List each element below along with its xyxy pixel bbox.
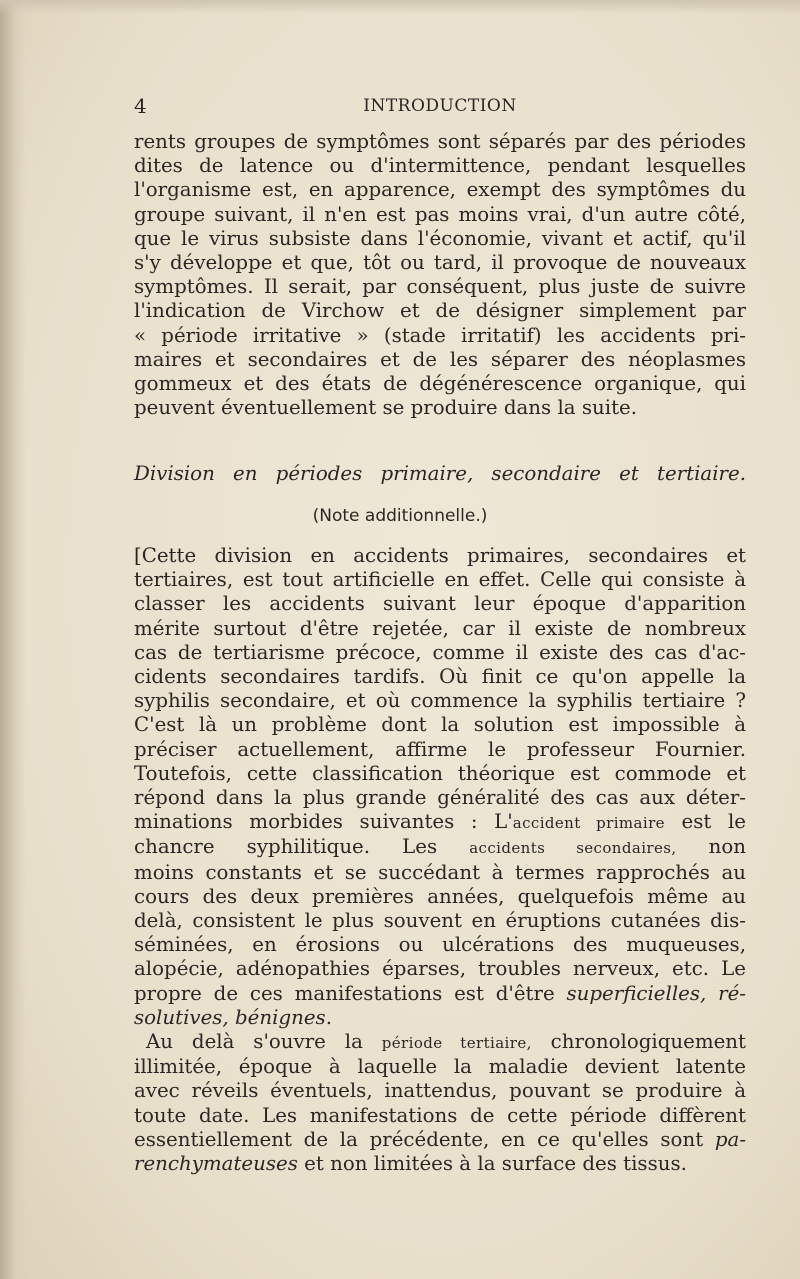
text-line: « période irritative » (stade irritatif) les accidents pri- [134, 323, 746, 347]
text-line: avec réveils éventuels, inattendus, pouvant se produire à [134, 1079, 746, 1103]
section-note: (Note additionnelle.) [312, 506, 488, 526]
text-line: moins constants et se succédant à termes rapprochés au [134, 860, 746, 884]
text-line: gommeux et des états de dégénérescence organique, qui [134, 372, 746, 396]
text-fragment: chancre syphilitique. Les [134, 835, 470, 859]
text-line: delà, consistent le plus souvent en éruptions cutanées dis- [134, 909, 746, 933]
text-line: tertiaires, est tout artificielle en effet. Celle qui consiste à [134, 568, 746, 592]
page-top-shadow [0, 0, 800, 14]
text-fragment: est le [664, 810, 746, 834]
italic-term: pa- [714, 1127, 746, 1151]
running-title: INTRODUCTION [363, 96, 517, 116]
text-line: groupe suivant, il n'en est pas moins vrai, d'un autre côté, [134, 202, 746, 226]
text-line: s'y développe et que, tôt ou tard, il provoque de nouveaux [134, 251, 746, 275]
text-line: classer les accidents suivant leur époque d'apparition [134, 592, 746, 616]
text-line: cours des deux premières années, quelquefois même au [134, 884, 746, 908]
italic-term: solutives, bénignes [134, 1005, 326, 1029]
page-number: 4 [134, 94, 147, 118]
text-line [134, 835, 746, 860]
text-fragment: minations morbides suivantes : L' [134, 810, 513, 834]
text-line: cidents secondaires tardifs. Où finit ce qu'on appelle la [134, 665, 746, 689]
text-fragment: non [676, 835, 746, 859]
text-line: répond dans la plus grande généralité des cas aux déter- [134, 786, 746, 810]
text-line: C'est là un problème dont la solution est impossible à [134, 713, 746, 737]
text-line: rents groupes de symptômes sont séparés par des périodes [134, 130, 746, 153]
text-line: syphilis secondaire, et où commence la syphilis tertiaire ? [134, 689, 746, 713]
text-line [134, 1030, 746, 1055]
text-line: dites de latence ou d'intermittence, pendant lesquelles [134, 154, 746, 178]
small-caps-term: période tertiaire, [381, 1034, 532, 1053]
text-line [134, 810, 746, 835]
text-line: maires et secondaires et de les séparer des néoplasmes [134, 347, 746, 371]
text-line: mérite surtout d'être rejetée, car il existe de nombreux [134, 616, 746, 640]
section-heading: Division en périodes primaire, secondaire et tertiaire. [134, 462, 746, 485]
text-line: symptômes. Il serait, par conséquent, plus juste de suivre [134, 275, 746, 299]
text-line: Toutefois, cette classification théorique est commode et [134, 761, 746, 785]
text-line [134, 1152, 746, 1176]
text-line: cas de tertiarisme précoce, comme il existe des cas d'ac- [134, 640, 746, 664]
small-caps-term: accidents secondaires, [469, 839, 677, 858]
text-fragment: chronologiquement [531, 1030, 746, 1054]
text-fragment: . [325, 1005, 333, 1029]
paragraph-continued [134, 130, 746, 420]
text-line [134, 1128, 746, 1152]
text-fragment: essentiellement de la précédente, en ce qu'elles sont [134, 1127, 715, 1151]
text-line: que le virus subsiste dans l'économie, vivant et actif, qu'il [134, 226, 746, 250]
page-edge-shadow [0, 0, 26, 1279]
text-line: illimitée, époque à laquelle la maladie devient latente [134, 1055, 746, 1079]
italic-term: superficielles, ré- [566, 981, 746, 1005]
text-line: l'indication de Virchow et de désigner simplement par [134, 299, 746, 323]
text-fragment: propre de ces manifestations est d'être [134, 981, 567, 1005]
text-fragment: et non limitées à la surface des tissus. [297, 1152, 687, 1176]
text-fragment: Au delà s'ouvre la [146, 1030, 382, 1054]
small-caps-term: accident primaire [512, 814, 665, 833]
page-header [134, 94, 746, 120]
text-line: alopécie, adénopathies éparses, troubles nerveux, etc. Le [134, 957, 746, 981]
text-line: toute date. Les manifestations de cette période diffèrent [134, 1103, 746, 1127]
text-line [134, 982, 746, 1006]
text-line: séminées, en érosions ou ulcérations des muqueuses, [134, 933, 746, 957]
text-line: préciser actuellement, affirme le professeur Fournier. [134, 737, 746, 761]
italic-term: renchymateuses [134, 1152, 298, 1176]
paragraph-division [134, 544, 746, 1176]
text-line [134, 1006, 746, 1030]
text-line: [Cette division en accidents primaires, secondaires et [134, 544, 746, 567]
text-line: peuvent éventuellement se produire dans la suite. [134, 396, 638, 420]
text-line: l'organisme est, en apparence, exempt des symptômes du [134, 178, 746, 202]
